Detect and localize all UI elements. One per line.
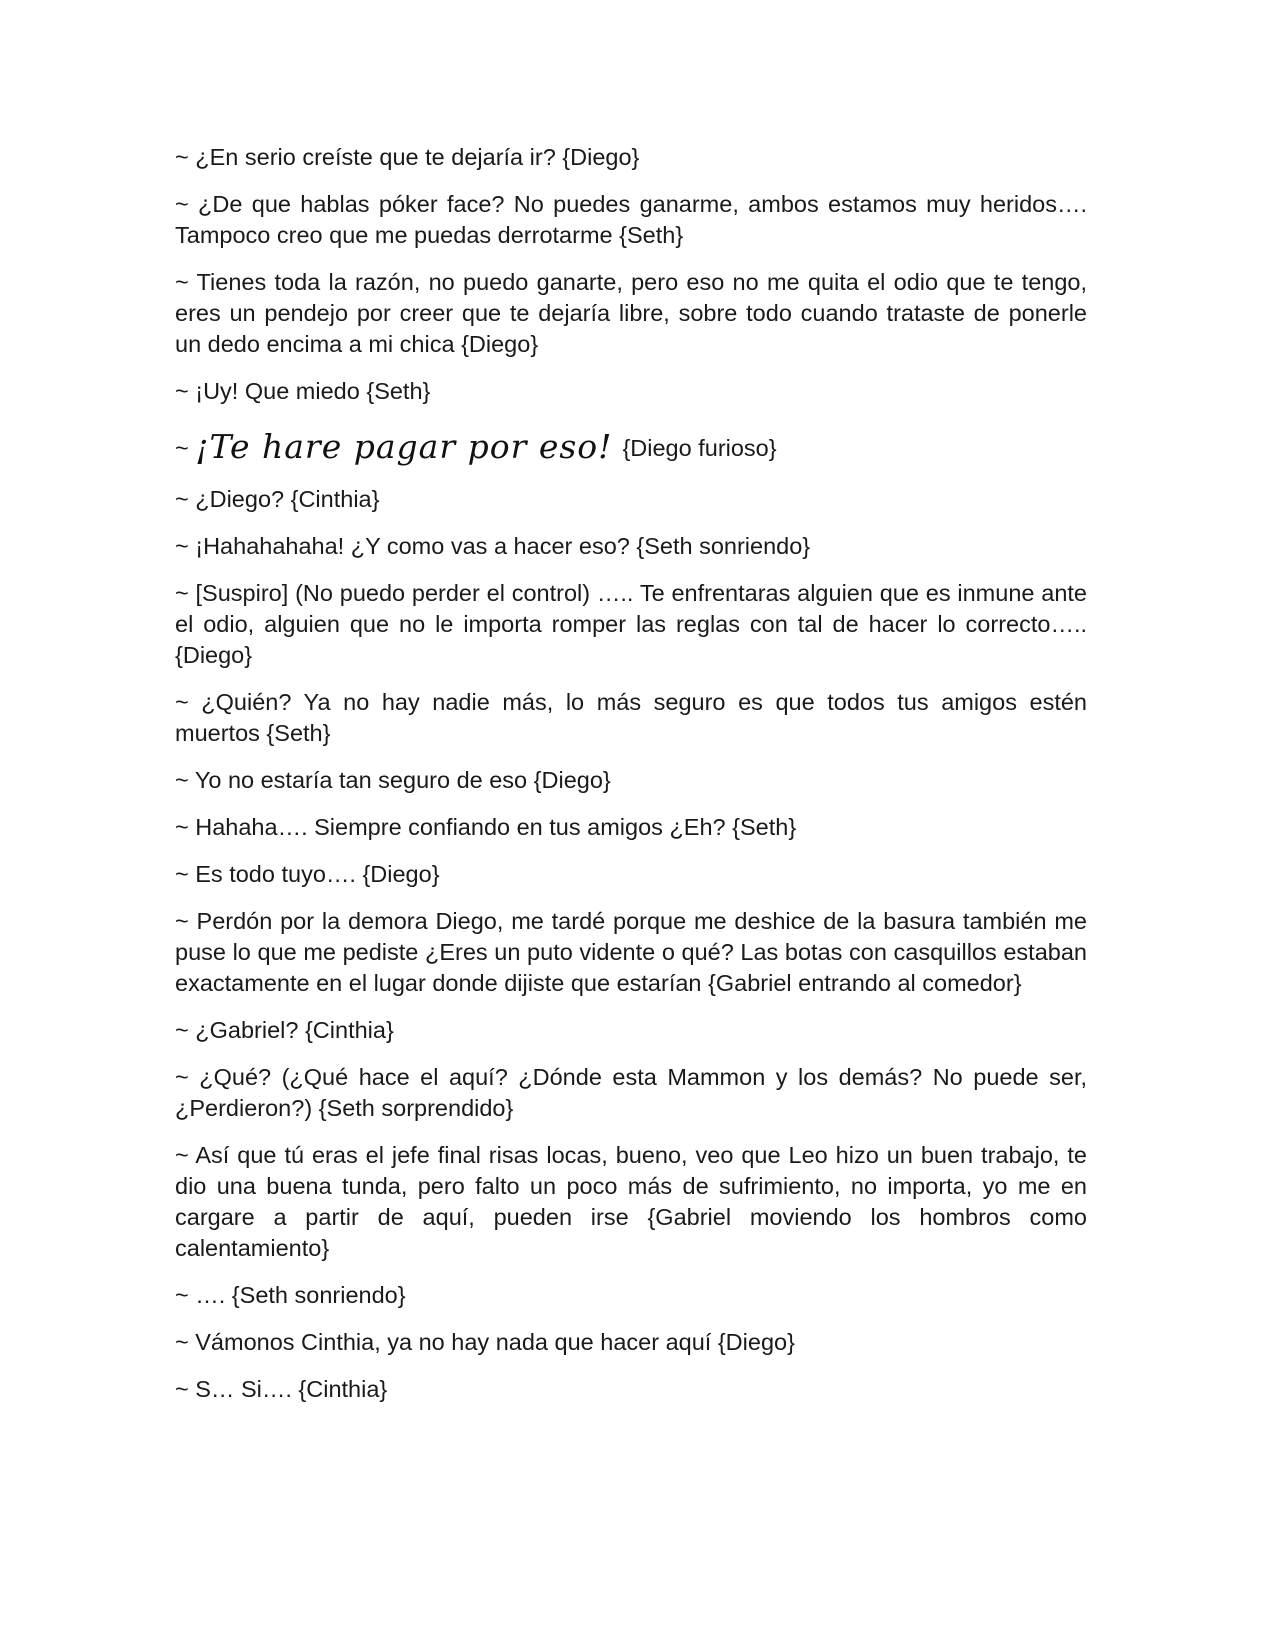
dialogue-line: ~ Vámonos Cinthia, ya no hay nada que hacer aquí {Diego} bbox=[175, 1329, 795, 1355]
dialogue-line: ~ Yo no estaría tan seguro de eso {Diego} bbox=[175, 767, 611, 793]
dialogue-line: ~ ¿Gabriel? {Cinthia} bbox=[175, 1017, 394, 1043]
dialogue-line-shout bbox=[175, 423, 1087, 470]
dialogue-line: ~ [Suspiro] (No puedo perder el control) ….. Te enfrentaras alguien que es inmune ante el odio, alguien que no le importa romper las reglas con tal de hacer lo correcto….. {Diego} bbox=[175, 580, 1087, 668]
dialogue-line: ~ ¿En serio creíste que te dejaría ir? {Diego} bbox=[175, 144, 640, 170]
shout-text: ¡Te hare pagar por eso! bbox=[195, 427, 613, 466]
dialogue-line: ~ Hahaha…. Siempre confiando en tus amigos ¿Eh? {Seth} bbox=[175, 814, 797, 840]
dialogue-line: ~ ¿Quién? Ya no hay nadie más, lo más seguro es que todos tus amigos estén muertos {Seth} bbox=[175, 689, 1087, 746]
dialogue-line: ~ Perdón por la demora Diego, me tardé porque me deshice de la basura también me puse lo que me pediste ¿Eres un puto vidente o qué? Las botas con casquillos estaban exactamente en el lugar donde dijiste que estarían {Gabriel entrando al comedor} bbox=[175, 908, 1087, 996]
dialogue-line: ~ Así que tú eras el jefe final risas locas, bueno, veo que Leo hizo un buen trabajo, te dio una buena tunda, pero falto un poco más de sufrimiento, no importa, yo me en cargare a partir de aquí, pueden irse {Gabriel moviendo los hombros como calentamiento} bbox=[175, 1142, 1087, 1261]
dialogue-line: ~ ¿De que hablas póker face? No puedes ganarme, ambos estamos muy heridos…. Tampoco creo que me puedas derrotarme {Seth} bbox=[175, 191, 1087, 248]
dialogue-line: ~ S… Si…. {Cinthia} bbox=[175, 1376, 388, 1402]
dialogue-line: ~ Tienes toda la razón, no puedo ganarte, pero eso no me quita el odio que te tengo, eres un pendejo por creer que te dejaría libre, sobre todo cuando trataste de ponerle un dedo encima a mi chica {Diego} bbox=[175, 269, 1087, 357]
dialogue-line: ~ ¿Diego? {Cinthia} bbox=[175, 486, 380, 512]
dialogue-line: ~ ¡Uy! Que miedo {Seth} bbox=[175, 378, 431, 404]
dialogue-line: ~ ¿Qué? (¿Qué hace el aquí? ¿Dónde esta Mammon y los demás? No puede ser, ¿Perdieron?) {Seth sorprendido} bbox=[175, 1064, 1087, 1121]
dialogue-prefix: ~ bbox=[175, 435, 196, 461]
dialogue-line: ~ Es todo tuyo…. {Diego} bbox=[175, 861, 440, 887]
dialogue-body bbox=[175, 142, 1087, 1421]
speaker-tag: {Diego furioso} bbox=[622, 435, 777, 461]
dialogue-line: ~ ¡Hahahahaha! ¿Y como vas a hacer eso? {Seth sonriendo} bbox=[175, 533, 811, 559]
dialogue-line: ~ …. {Seth sonriendo} bbox=[175, 1282, 406, 1308]
